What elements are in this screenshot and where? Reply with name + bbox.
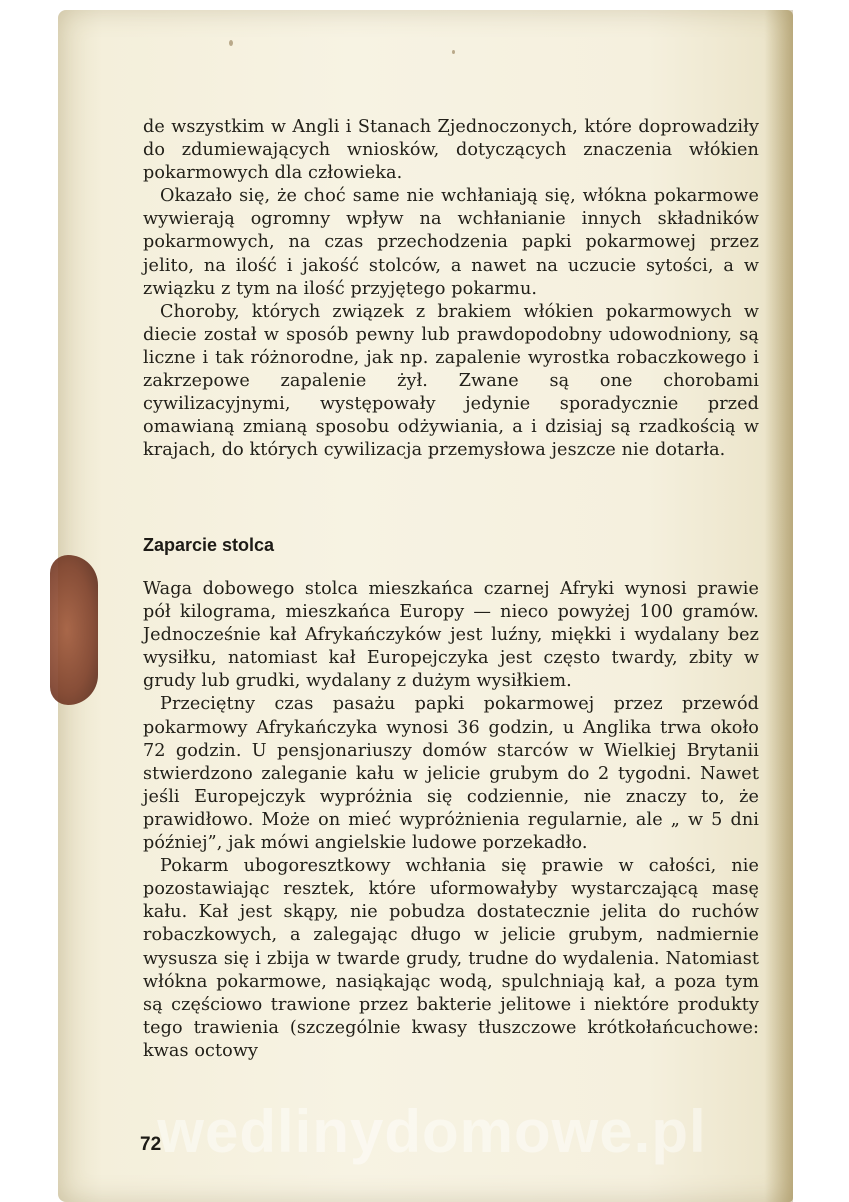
body-text-section [143, 578, 759, 1063]
watermark: wedlinydomowe.pl [157, 1098, 707, 1165]
section-heading: Zaparcie stolca [143, 535, 275, 555]
paragraph-2: Okazało się, że choć same nie wchłaniają się, włókna pokarmowe wywierają ogromny wpływ na wchłanianie innych składników pokarmowych, na czas przechodzenia papki pokarmowej przez jelito, na ilość i jakość stolców, a nawet na uczucie sytości, a w związku z tym na ilość przyjętego pokarmu. [143, 186, 759, 299]
paragraph-5: Przeciętny czas pasażu papki pokarmowej przez przewód pokarmowy Afrykańczyka wynosi 36 godzin, u Anglika trwa około 72 godzin. U pensjonariuszy domów starców w Wielkiej Brytanii stwierdzono zaleganie kału w jelicie grubym do 2 tygodni. Nawet jeśli Europejczyk wypróżnia się codziennie, nie znaczy to, że prawidłowo. Może on mieć wypróżnienia regularnie, ale „ w 5 dni później”, jak mówi angielskie ludowe porzekadło. [143, 694, 759, 854]
body-text-top [143, 116, 759, 462]
paragraph-1: de wszystkim w Angli i Stanach Zjednoczonych, które doprowadziły do zdumiewających wniosków, dotyczących znaczenia włókien pokarmowych dla człowieka. [143, 117, 759, 184]
dust-speck [452, 50, 455, 54]
page-number: 72 [140, 1134, 162, 1155]
paragraph-6: Pokarm ubogoresztkowy wchłania się prawie w całości, nie pozostawiając resztek, które uformowałyby wystarczającą masę kału. Kał jest skąpy, nie pobudza dostatecznie jelita do ruchów robaczkowych, a zalegając długo w jelicie grubym, nadmiernie wysusza się i zbija w twarde grudy, trudne do wydalenia. Natomiast włókna pokarmowe, nasiąkając wodą, spulchniają kał, a poza tym są częściowo trawione przez bakterie jelitowe i niektóre produkty tego trawienia (szczególnie kwasy tłuszczowe krótkołańcuchowe: kwas octowy [143, 856, 759, 1061]
paragraph-4: Waga dobowego stolca mieszkańca czarnej Afryki wynosi prawie pół kilograma, mieszkańca Europy — nieco powyżej 100 gramów. Jednocześnie kał Afrykańczyków jest luźny, miękki i wydalany bez wysiłku, natomiast kał Europejczyka jest często twardy, zbity w grudy lub grudki, wydalany z dużym wysiłkiem. [143, 579, 759, 692]
dust-speck [229, 40, 233, 46]
finger-holding-page [50, 555, 98, 705]
page-edge-shadow [765, 10, 793, 1202]
paragraph-3: Choroby, których związek z brakiem włókien pokarmowych w diecie został w sposób pewny lub prawdopodobny udowodniony, są liczne i tak różnorodne, jak np. zapalenie wyrostka robaczkowego i zakrzepowe zapalenie żył. Zwane są one chorobami cywilizacyjnymi, występowały jedynie sporadycznie przed omawianą zmianą sposobu odżywiania, a i dzisiaj są rzadkością w krajach, do których cywilizacja przemysłowa jeszcze nie dotarła. [143, 301, 759, 461]
